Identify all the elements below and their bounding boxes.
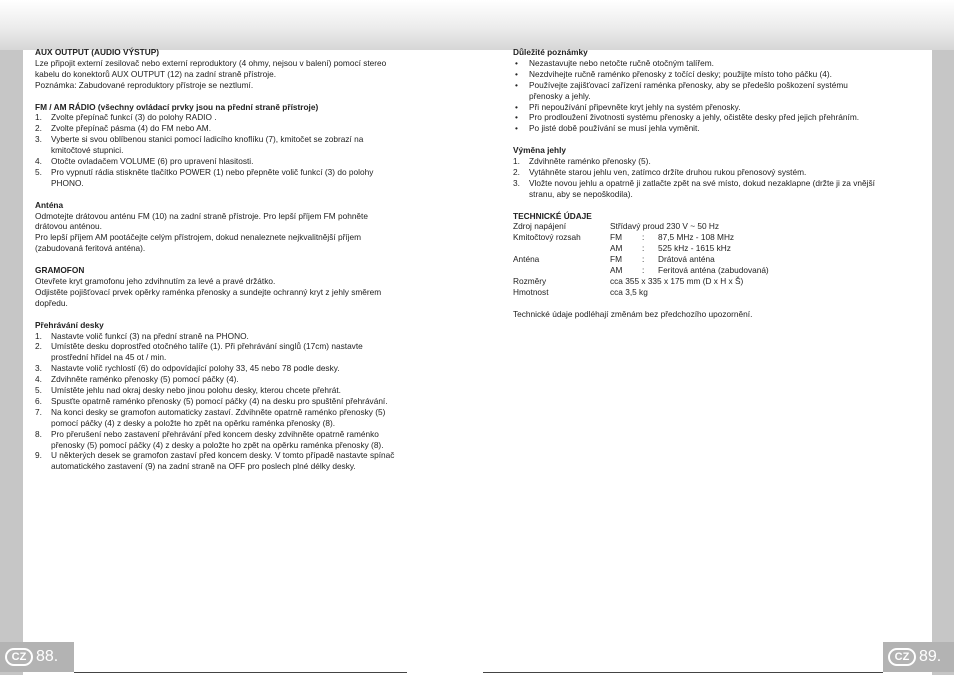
list-item-marker: 3. [513,177,520,188]
aux-heading: AUX OUTPUT (AUDIO VÝSTUP) [35,47,159,57]
playback-heading: Přehrávání desky [35,319,104,330]
spec-cell-b: Střídavý proud 230 V ~ 50 Hz [610,221,720,232]
spec-cell-b: AM [610,265,623,276]
spec-cell-d: Drátová anténa [658,254,715,265]
list-item-marker: 1. [35,112,42,123]
list-item-line: Vyberte si svou oblíbenou stanici pomocí ladicího knoflíku (7), kmitočet se zobrazí na [51,134,364,145]
spec-cell-k: Rozměry [513,276,547,286]
spec-cell-k: Anténa [513,254,540,265]
page-number-text: 88. [36,648,59,665]
list-item [35,407,435,429]
list-item-line: Pro vypnutí rádia stiskněte tlačítko POWER (1) nebo přepněte volič funkcí (3) do polohy [51,166,374,177]
footer-rule-right [483,672,883,673]
spec-cell-k: Hmotnost [513,286,549,297]
fm-heading: FM / AM RÁDIO (všechny ovládací prvky jsou na přední straně přístroje) [35,101,319,112]
list-item-marker: 3. [35,134,42,145]
list-item-line: Spusťte opatrně raménko přenosky (5) pomocí páčky (4) na desku pro spuštění přehrávání. [51,395,388,406]
list-item-marker: 2. [35,341,42,352]
specs-table [513,221,913,297]
spec-cell-k: Kmitočtový rozsah [513,232,581,243]
gramofon-heading: GRAMOFON [35,265,85,276]
aux-line: Lze připojit externí zesilovač nebo externí reproduktory (4 ohmy, nejsou v balení) pomocí stereo [35,57,387,68]
page-number-right [883,642,954,672]
list-item-marker: • [515,57,518,68]
list-item-line: Nezdvihejte ručně raménko přenosky z točící desky; použijte místo toho páčku (4). [529,68,832,79]
list-item-marker: 8. [35,428,42,439]
needle-list [513,156,913,200]
spec-cell-d: 87,5 MHz - 108 MHz [658,232,735,243]
list-item [35,123,435,134]
spec-cell-c [743,276,759,287]
notes-heading: Důležité poznámky [513,47,588,57]
list-item-line: přenosky (5) pomocí páčky (4) z desky a položte ho zpět na opěrku raménka přenosky (8). [51,439,384,450]
list-item-marker: 2. [513,166,520,177]
list-item-marker: • [515,68,518,79]
list-item [35,450,435,472]
list-item-marker: 2. [35,123,42,134]
aux-line: kabelu do konektorů AUX OUTPUT (12) na zadní straně přístroje. [35,68,277,79]
list-item-line: Nastavte volič funkcí (3) na přední straně na PHONO. [51,330,249,341]
spec-cell-k [513,243,610,254]
list-item-marker: 4. [35,156,42,167]
spec-cell-k: Zdroj napájení [513,221,567,232]
list-item-marker: • [515,123,518,134]
list-item-marker: 6. [35,395,42,406]
notes-list [513,58,913,134]
list-item-line: U některých desek se gramofon zastaví před koncem desky. V tomto případě nastavte spínač [51,450,395,461]
list-item [513,80,913,102]
playback-list [35,331,435,473]
list-item [513,102,913,113]
spec-row [513,243,913,254]
gramofon-line: Odjistěte pojišťovací prvek opěrky raménka přenosky a sundejte ochranný kryt z jehly směrem [35,286,382,297]
page-number-text: 89. [919,648,942,665]
spec-cell-c [719,221,735,232]
list-item-marker: 1. [35,330,42,341]
right-column [513,47,913,320]
list-item-line: Umístěte jehlu nad okraj desky nebo jinou polohu desky, kterou chcete přehrát. [51,385,341,396]
gramofon-line: dopředu. [35,297,68,308]
list-item-marker: • [515,112,518,123]
list-item-line: Zvolte přepínač pásma (4) do FM nebo AM. [51,123,212,134]
list-item-line: Umístěte desku doprostřed otočného talíře (1). Při přehrávání singlů (17cm) nastavte [51,341,363,352]
spec-cell-d: 525 kHz - 1615 kHz [658,243,731,254]
list-item-line: PHONO. [51,177,84,188]
list-item-marker: 5. [35,385,42,396]
list-item-line: stranu, aby se nepoškodila). [529,188,633,199]
list-item-marker: 5. [35,166,42,177]
list-item-line: Zvolte přepínač funkcí (3) do polohy RADIO . [51,112,217,123]
list-item [35,167,435,189]
list-item-line: kmitočtové stupnici. [51,145,124,156]
left-margin-strip [0,50,23,675]
list-item-line: Zdvihněte raménko přenosky (5) pomocí páčky (4). [51,374,239,385]
list-item-marker: 3. [35,363,42,374]
list-item [35,112,435,123]
list-item-marker: 9. [35,450,42,461]
list-item [35,134,435,156]
list-item [35,156,435,167]
antenna-line: Odmotejte drátovou anténu FM (10) na zadní straně přístroje. Pro lepší příjem FM pohněte [35,210,368,221]
spec-cell-c: : [642,243,645,254]
list-item-line: Nezastavujte nebo netočte ručně otočným talířem. [529,57,714,68]
footer-rule-left [74,672,407,673]
list-item-line: Vložte novou jehlu a opatrně ji zatlačte zpět na své místo, dokud nezaklapne (držte ji za vnější [529,177,875,188]
spec-cell-c: : [642,265,645,276]
language-badge-icon: CZ [5,648,33,666]
antenna-line: drátovou anténou. [35,221,102,232]
list-item [513,156,913,167]
list-item [513,58,913,69]
list-item [513,69,913,80]
spec-row [513,221,913,232]
spec-row [513,276,913,287]
list-item-line: Zdvihněte raménko přenosky (5). [529,156,651,167]
list-item [513,112,913,123]
list-item-marker: 1. [513,156,520,167]
spec-cell-b: FM [610,232,622,243]
needle-heading: Výměna jehly [513,145,567,156]
spec-cell-k [513,265,610,276]
fm-list [35,112,435,188]
list-item-line: automatického zastavení (9) na zadní straně na OFF pro poslech plné délky desky. [51,461,356,472]
list-item-line: Pro přerušení nebo zastavení přehrávání před koncem desky zdvihněte opatrně raménko [51,428,379,439]
list-item [35,385,435,396]
right-margin-strip [932,50,954,675]
list-item [513,123,913,134]
list-item [513,167,913,178]
list-item-line: přenosky a jehly. [529,90,591,101]
gramofon-line: Otevřete kryt gramofonu jeho zdvihnutím za levé a pravé držátko. [35,275,276,286]
spec-row [513,232,913,243]
spec-cell-c: : [642,232,645,243]
spec-row [513,265,913,276]
spec-cell-d: Feritová anténa (zabudovaná) [658,265,769,276]
list-item [513,178,913,200]
list-item-line: Používejte zajišťovací zařízení raménka přenosky, aby se předešlo poškození systému [529,79,848,90]
list-item-line: Otočte ovladačem VOLUME (6) pro upravení hlasitosti. [51,156,254,167]
spec-cell-b: AM [610,243,623,254]
list-item-line: Vytáhněte starou jehlu ven, zatímco držíte druhou rukou přenosový systém. [529,166,807,177]
list-item-line: Nastavte volič rychlostí (6) do odpovídající polohy 33, 45 nebo 78 podle desky. [51,363,340,374]
spec-cell-b: FM [610,254,622,265]
spec-cell-c [648,287,664,298]
list-item-line: Na konci desky se gramofon automaticky zastaví. Zdvihněte opatrně raménko přenosky (5) [51,406,386,417]
list-item-marker: 7. [35,406,42,417]
spec-cell-b: cca 355 x 335 x 175 mm (D x H x Š) [610,276,744,286]
header-band [0,0,954,50]
spec-cell-b: cca 3,5 kg [610,286,648,297]
specs-heading: TECHNICKÉ ÚDAJE [513,210,592,221]
antenna-line: Pro lepší příjem AM pootáčejte celým přístrojem, dokud nenaleznete nejkvalitnější příjem [35,232,362,243]
left-column [35,47,435,472]
spec-row [513,287,913,298]
list-item [35,429,435,451]
list-item-marker: 4. [35,374,42,385]
antenna-heading: Anténa [35,199,64,210]
spec-row [513,254,913,265]
list-item-marker: • [515,79,518,90]
antenna-line: (zabudovaná feritová anténa). [35,243,146,254]
list-item [35,341,435,363]
list-item-marker: • [515,101,518,112]
aux-line: Poznámka: Zabudované reproduktory přístroje se neztlumí. [35,79,254,90]
list-item [35,396,435,407]
specs-footnote: Technické údaje podléhají změnám bez předchozího upozornění. [513,308,753,319]
list-item-line: prostřední hřídel na 45 ot / min. [51,352,167,363]
list-item-line: Při nepoužívání připevněte kryt jehly na systém přenosky. [529,101,741,112]
list-item-line: pomocí páčky (4) z desky a položte ho zpět na opěrku raménka přenosky (8). [51,417,336,428]
list-item [35,374,435,385]
spec-cell-c: : [642,254,645,265]
page-number-left [0,642,74,672]
language-badge-icon: CZ [888,648,916,666]
list-item [35,363,435,374]
list-item [35,331,435,342]
list-item-line: Po jisté době používání se musí jehla vyměnit. [529,123,700,134]
list-item-line: Pro prodloužení životnosti systému přenosky a jehly, očistěte desky před jejich přehráním. [529,112,860,123]
